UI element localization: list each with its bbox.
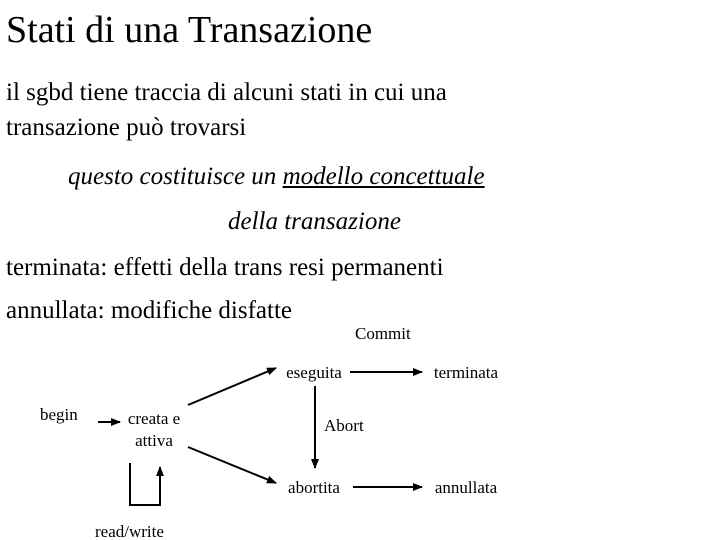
text-line-6: annullata: modifiche disfatte xyxy=(6,297,293,324)
read-write-label: read/write xyxy=(95,522,164,540)
begin-label: begin xyxy=(40,405,78,424)
state-terminated: terminata xyxy=(433,363,499,382)
text-line-4: della transazione xyxy=(228,208,401,235)
state-aborted: abortita xyxy=(288,478,340,497)
abort-label: Abort xyxy=(324,416,364,435)
page-title: Stati di una Transazione xyxy=(6,9,373,51)
state-active-line1: creata e xyxy=(127,409,181,428)
state-active-line2: attiva xyxy=(135,431,173,450)
text-line-5: terminata: effetti della trans resi permanenti xyxy=(6,254,444,281)
state-executed: eseguita xyxy=(286,363,342,382)
commit-label: Commit xyxy=(355,324,411,343)
arrow-active-to-aborted xyxy=(188,447,276,483)
read-write-loop xyxy=(130,463,160,505)
state-cancelled: annullata xyxy=(434,478,498,497)
conceptual-model-term: modello concettuale xyxy=(282,163,485,190)
text-line-3-prefix: questo costituisce un xyxy=(68,163,283,190)
text-line-1: il sgbd tiene traccia di alcuni stati in cui una xyxy=(6,79,447,106)
text-line-2: transazione può trovarsi xyxy=(6,114,247,141)
arrow-active-to-executed xyxy=(188,368,276,405)
